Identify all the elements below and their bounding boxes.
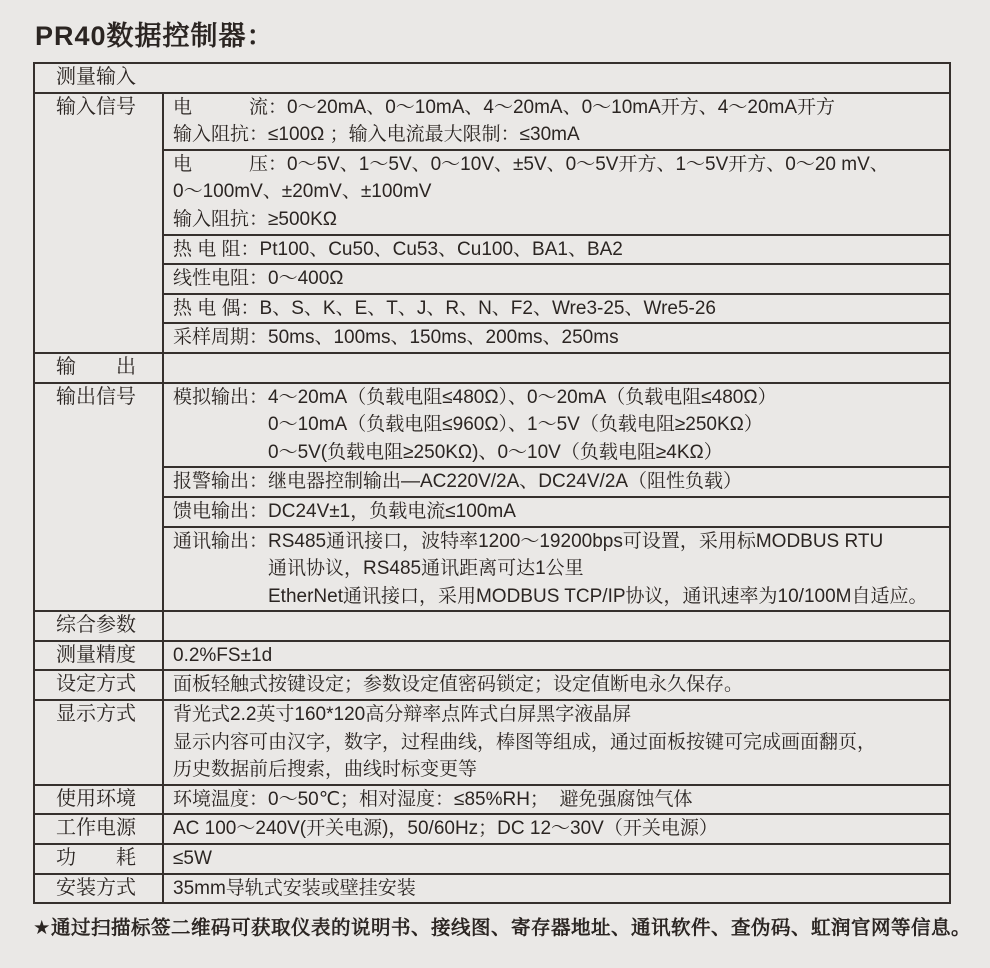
- spec-line: 0.2%FS±1d: [173, 644, 273, 666]
- row-content: [164, 701, 949, 784]
- spec-line: 历史数据前后搜索，曲线时标变更等: [173, 759, 478, 781]
- row-content: [164, 671, 949, 699]
- row-content: [164, 354, 949, 382]
- spec-item: [164, 466, 949, 496]
- row-label: 测量输入: [56, 66, 136, 88]
- spec-line: 通讯协议，RS485通讯距离可达1公里: [173, 558, 584, 580]
- row-label: 设定方式: [35, 671, 164, 699]
- spec-table: [33, 62, 951, 904]
- table-row: [35, 843, 949, 873]
- spec-line: EtherNet通讯接口，采用MODBUS TCP/IP协议，通讯速率为10/100M自适应。: [173, 585, 928, 607]
- spec-line: 显示内容可由汉字，数字，过程曲线，棒图等组成，通过面板按键可完成画面翻页，: [173, 731, 877, 753]
- spec-line: 线性电阻：0～400Ω: [173, 268, 344, 290]
- row-label: 输入信号: [35, 94, 164, 352]
- table-row: [35, 382, 949, 611]
- spec-line: [173, 354, 949, 382]
- spec-line: 馈电输出：DC24V±1，负载电流≤100mA: [173, 500, 516, 522]
- row-content: [164, 612, 949, 640]
- row-label: 使用环境: [35, 786, 164, 814]
- spec-line: 通讯输出：RS485通讯接口，波特率1200～19200bps可设置，采用标MODBUS RTU: [173, 530, 884, 552]
- spec-item: [164, 496, 949, 526]
- spec-item: [164, 786, 949, 814]
- row-label: 综合参数: [35, 612, 164, 640]
- spec-line: 热 电 偶：B、S、K、E、T、J、R、N、F2、Wre3-25、Wre5-26: [173, 297, 716, 319]
- table-row: [35, 352, 949, 382]
- page-title: PR40数据控制器：: [35, 21, 275, 51]
- row-content: [164, 786, 949, 814]
- spec-line: 输入阻抗：≤100Ω ；输入电流最大限制：≤30mA: [173, 124, 580, 146]
- spec-line: 采样周期：50ms、100ms、150ms、200ms、250ms: [173, 327, 619, 349]
- spec-line: ≤5W: [173, 848, 212, 870]
- spec-item: [164, 642, 949, 670]
- spec-item: [164, 293, 949, 323]
- row-content: [164, 384, 949, 611]
- spec-item: [164, 671, 949, 699]
- spec-line: 面板轻触式按键设定；参数设定值密码锁定；设定值断电永久保存。: [173, 674, 744, 696]
- table-row: [35, 873, 949, 903]
- spec-item: [164, 263, 949, 293]
- row-label: 功 耗: [35, 845, 164, 873]
- spec-item: [164, 701, 949, 784]
- spec-line: 电 压：0～5V、1～5V、0～10V、±5V、0～5V开方、1～5V开方、0～20 mV、: [173, 153, 889, 175]
- table-row: [35, 92, 949, 352]
- spec-line: 0～100mV、±20mV、±100mV: [173, 181, 432, 203]
- row-content: [164, 94, 949, 352]
- row-content: [164, 815, 949, 843]
- spec-item: [164, 322, 949, 352]
- spec-line: 背光式2.2英寸160*120高分辩率点阵式白屏黑字液晶屏: [173, 704, 632, 726]
- row-content: [164, 845, 949, 873]
- spec-line: 0～5V(负载电阻≥250KΩ)、0～10V（负载电阻≥4KΩ）: [173, 441, 723, 463]
- row-label: 输 出: [35, 354, 164, 382]
- spec-line: 0～10mA（负载电阻≤960Ω）、1～5V（负载电阻≥250KΩ）: [173, 414, 763, 436]
- spec-line: 热 电 阻：Pt100、Cu50、Cu53、Cu100、BA1、BA2: [173, 238, 623, 260]
- spec-item: [164, 612, 949, 640]
- spec-item: [164, 94, 949, 149]
- row-label: 安装方式: [35, 875, 164, 903]
- spec-line: 报警输出：继电器控制输出—AC220V/2A、DC24V/2A（阻性负载）: [173, 471, 743, 493]
- row-label: 显示方式: [35, 701, 164, 784]
- table-row: [35, 640, 949, 670]
- spec-item: [164, 845, 949, 873]
- row-label: 测量精度: [35, 642, 164, 670]
- spec-item: [164, 234, 949, 264]
- spec-line: [173, 612, 949, 640]
- spec-item: [164, 354, 949, 382]
- row-label: 输出信号: [35, 384, 164, 611]
- footnote: ★通过扫描标签二维码可获取仪表的说明书、接线图、寄存器地址、通讯软件、查伪码、虹润官网等信息。: [33, 917, 971, 939]
- spec-item: [164, 526, 949, 611]
- spec-item: [164, 149, 949, 234]
- row-label: 工作电源: [35, 815, 164, 843]
- spec-item: [164, 875, 949, 903]
- table-row: [35, 669, 949, 699]
- table-row: [35, 610, 949, 640]
- spec-line: 环境温度：0～50℃；相对湿度：≤85%RH； 避免强腐蚀气体: [173, 788, 693, 810]
- spec-line: 输入阻抗：≥500KΩ: [173, 208, 338, 230]
- table-row: [35, 784, 949, 814]
- spec-line: 电 流：0～20mA、0～10mA、4～20mA、0～10mA开方、4～20mA开方: [173, 96, 836, 118]
- row-content: [164, 875, 949, 903]
- table-row: [35, 813, 949, 843]
- spec-item: [164, 815, 949, 843]
- row-content: [164, 642, 949, 670]
- table-row: [35, 64, 949, 92]
- spec-item: [164, 384, 949, 467]
- spec-line: 35mm导轨式安装或壁挂安装: [173, 877, 416, 899]
- spec-line: 模拟输出：4～20mA（负载电阻≤480Ω）、0～20mA（负载电阻≤480Ω）: [173, 386, 777, 408]
- table-row: [35, 699, 949, 784]
- spec-line: AC 100～240V(开关电源)，50/60Hz；DC 12～30V（开关电源）: [173, 818, 718, 840]
